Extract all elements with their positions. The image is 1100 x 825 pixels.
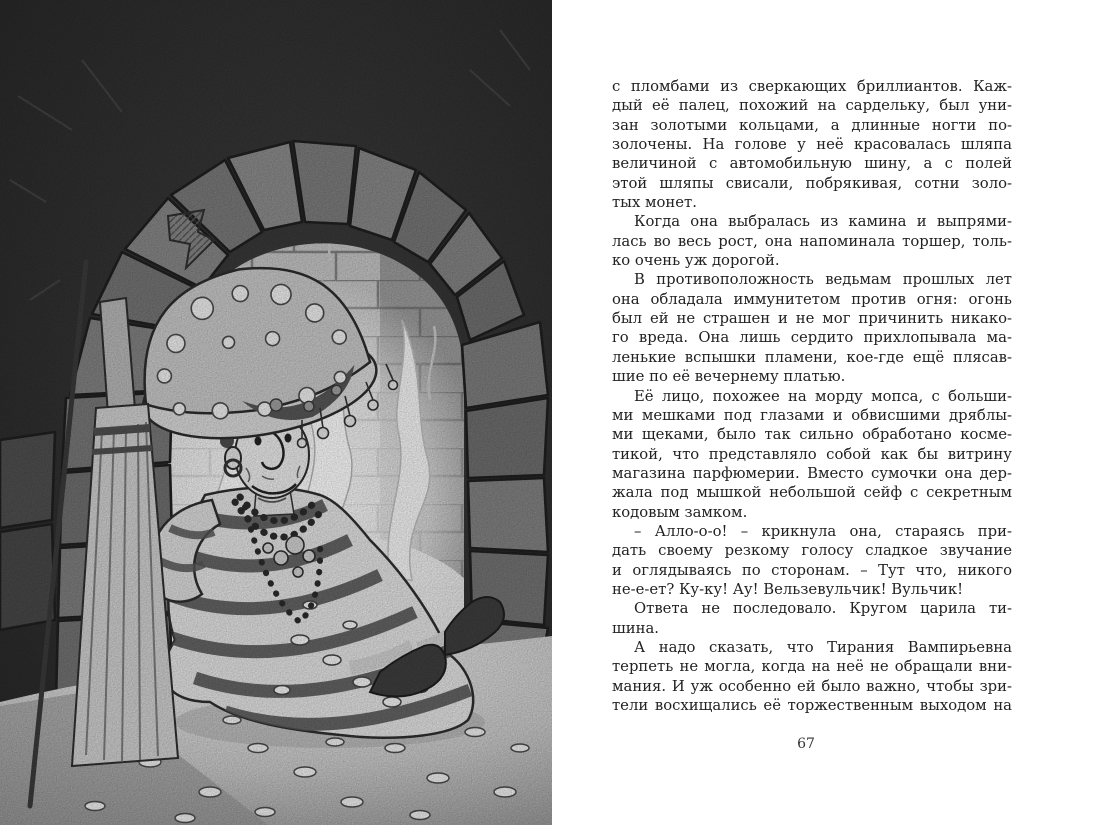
page-text [612,77,1012,715]
text-line: мания. И уж особенно ей было важно, чтобы зри- [612,677,1012,695]
page-number: 67 [797,736,815,752]
text-line: кодовым замком. [612,503,748,521]
text-line: дать своему резкому голосу сладкое звучание [612,542,1012,560]
text-line: тых монет. [612,194,697,212]
text-line: она обладала иммунитетом против огня: огонь [612,290,1012,308]
text-line: шие по её вечернему платью. [612,368,846,386]
text-line: этой шляпы свисали, побрякивая, сотни золо- [612,174,1012,192]
text-line: ленькие вспышки пламени, кое-где ещё плясав- [612,348,1012,366]
text-line: шина. [612,619,660,637]
text-line: был ей не страшен и не мог причинить никако- [612,310,1012,328]
text-line: золочены. На голове у неё красовалась шляпа [612,136,1012,154]
text-line: жала под мышкой небольшой сейф с секретным [612,484,1012,502]
text-line: тели восхищались её торжественным выходом на [612,697,1012,714]
text-line: лась во весь рост, она напоминала торшер, толь- [612,232,1012,250]
text-line: тикой, что представляло собой как бы витрину [612,445,1012,463]
text-line: Ответа не последовало. Кругом царила ти- [634,600,1012,618]
text-line: не-е-ет? Ку-ку! Ау! Вельзевульчик! Вульчик! [612,580,964,598]
right-page [612,0,1012,825]
text-line: Когда она выбралась из камина и выпрями- [634,213,1012,231]
text-line: го вреда. Она лишь сердито прихлопывала ма- [612,329,1012,347]
text-line: и оглядываясь по сторонам. – Тут что, никого [612,561,1012,579]
text-line: зан золотыми кольцами, а длинные ногти по- [612,116,1012,134]
text-line: ко очень уж дорогой. [612,252,780,270]
text-line: с пломбами из сверкающих бриллиантов. Каж- [612,78,1012,95]
text-line: ми щеками, было так сильно обработано косме- [612,426,1012,444]
text-line: ми мешками под глазами и обвисшими дряблы- [612,406,1012,424]
text-line: Её лицо, похожее на морду мопса, с больши- [634,387,1012,405]
text-line: А надо сказать, что Тирания Вампирьевна [634,638,1012,656]
text-line: дый её палец, похожий на сардельку, был уни- [612,97,1012,115]
text-line: величиной с автомобильную шину, а с полей [612,155,1012,173]
text-line: В противоположность ведьмам прошлых лет [634,271,1012,289]
text-line: магазина парфюмерии. Вместо сумочки она дер- [612,464,1012,482]
text-line: терпеть не могла, когда на неё не обращали вни- [612,658,1012,676]
text-line: – Алло-о-о! – крикнула она, стараясь при- [634,522,1012,540]
